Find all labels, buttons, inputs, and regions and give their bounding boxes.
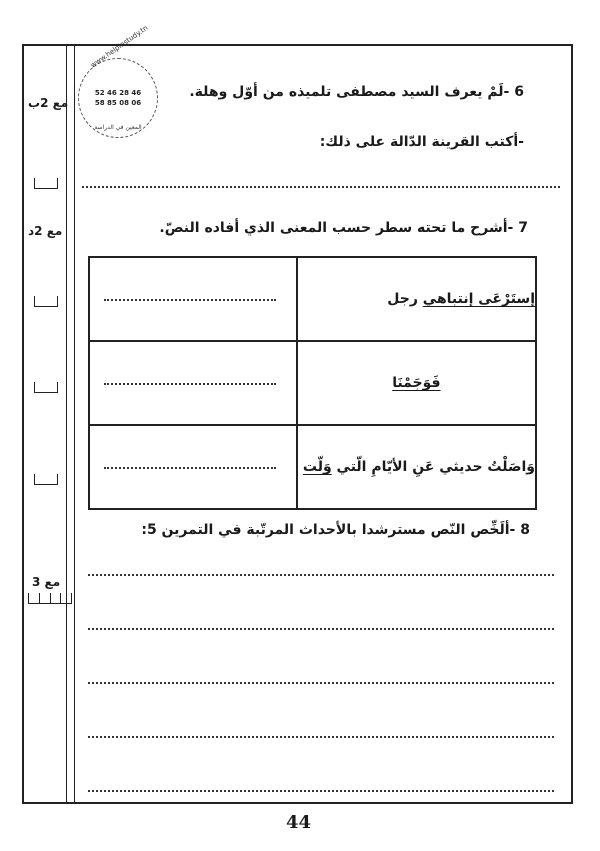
answer-line-q8[interactable] [88, 682, 554, 684]
answer-cell[interactable] [89, 425, 297, 509]
page-number: 44 [286, 812, 312, 833]
answer-line[interactable] [104, 383, 276, 385]
stamp-tagline: المعين في الدراسة [94, 124, 142, 131]
phrase-pre: وَاصَلْتُ حديثي عَنِ الأيّامِ الّتي [331, 459, 535, 475]
answer-line-q6[interactable] [82, 186, 560, 188]
question-6: 6 -لَمْ يعرف السيد مصطفى تلميذه من أوّل وهلة. [189, 84, 524, 100]
underlined-phrase: وَلّت [302, 459, 332, 475]
margin-mark-q6: مع 2ب [28, 96, 69, 110]
answer-line[interactable] [104, 467, 276, 469]
table-row [89, 341, 536, 425]
score-box[interactable] [34, 474, 58, 485]
margin-rule-inner [66, 44, 67, 804]
phrase-cell [297, 425, 536, 509]
table-row [89, 425, 536, 509]
answer-line-q8[interactable] [88, 736, 554, 738]
phrase-cell [297, 257, 536, 341]
answer-cell[interactable] [89, 257, 297, 341]
answer-line[interactable] [104, 299, 276, 301]
margin-mark-q8: مع 3 [32, 575, 61, 589]
answer-cell[interactable] [89, 341, 297, 425]
underlined-phrase: فَوَجَمْنَا [392, 375, 441, 391]
score-box[interactable] [34, 296, 58, 307]
score-box[interactable] [34, 178, 58, 189]
table-row [89, 257, 536, 341]
margin-mark-q7: مع 2د [28, 224, 63, 238]
question-7: 7 -أشرح ما تحته سطر حسب المعنى الذي أفاده النصّ. [159, 220, 528, 236]
phrase-cell [297, 341, 536, 425]
question-8: 8 -ألَخِّص النّص مسترشدا بالأحداث المرتّبة في التمرين 5: [141, 522, 530, 538]
score-ticks[interactable] [28, 593, 72, 604]
answer-line-q8[interactable] [88, 574, 554, 576]
question-6-instruction: -أكتب القرينة الدّالة على ذلك: [319, 134, 524, 150]
answer-line-q8[interactable] [88, 628, 554, 630]
margin-rule-outer [74, 44, 75, 804]
vocabulary-table [88, 256, 537, 510]
score-box[interactable] [34, 382, 58, 393]
answer-line-q8[interactable] [88, 790, 554, 792]
stamp-url: www.helpinstudy.tn [89, 23, 150, 70]
stamp-phone-1: 52 46 28 46 [94, 89, 142, 97]
underlined-phrase: إستَرْعَى إنتباهي [422, 291, 535, 307]
watermark-stamp [78, 23, 158, 138]
phrase-rest: رجل [387, 291, 423, 307]
stamp-phone-2: 58 85 08 06 [94, 99, 142, 107]
